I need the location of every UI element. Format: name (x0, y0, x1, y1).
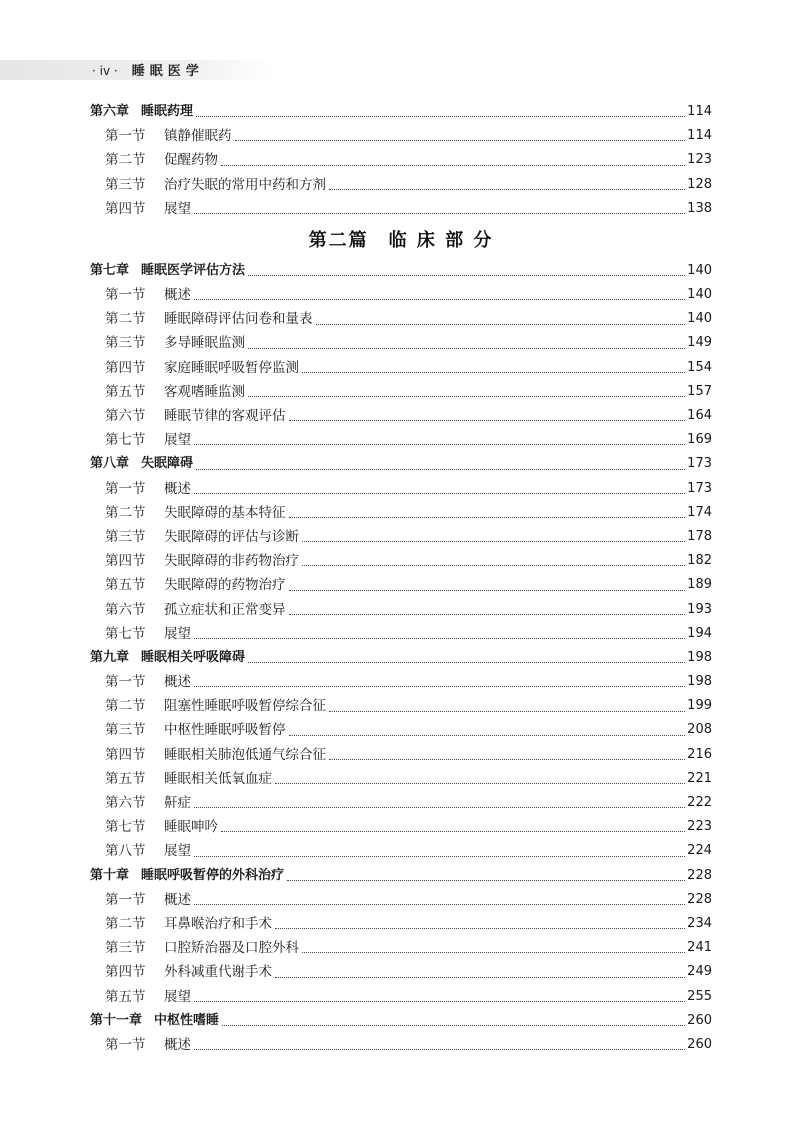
page-ref: 154 (687, 359, 712, 375)
toc-section-entry[interactable] (90, 307, 712, 331)
toc-section-entry[interactable] (90, 622, 712, 646)
page-ref: 140 (687, 287, 712, 303)
page-ref: 228 (687, 891, 712, 907)
section-title: 口腔矫治器及口腔外科 (164, 940, 299, 957)
section-title: 展望 (164, 432, 191, 449)
page-ref: 169 (687, 432, 712, 448)
toc-section-entry[interactable] (90, 477, 712, 501)
page-number: · iv · (92, 64, 118, 78)
toc-section-entry[interactable] (90, 839, 712, 863)
page-ref: 128 (687, 176, 712, 192)
dot-leader (275, 783, 685, 784)
section-number: 第二节 (105, 311, 146, 328)
section-title: 治疗失眠的常用中药和方剂 (164, 176, 326, 193)
section-number: 第四节 (105, 964, 146, 981)
toc-chapter-entry[interactable] (90, 100, 712, 124)
page-ref: 199 (687, 698, 712, 714)
dot-leader (248, 396, 685, 397)
page-ref: 149 (687, 335, 712, 351)
dot-leader (194, 856, 685, 857)
dot-leader (194, 686, 685, 687)
part-title: 第二篇 临 床 部 分 (308, 229, 494, 251)
section-number: 第一节 (105, 891, 146, 908)
page-ref: 193 (687, 601, 712, 617)
toc-section-entry[interactable] (90, 549, 712, 573)
dot-leader (329, 711, 685, 712)
table-of-contents (90, 100, 712, 1057)
section-title: 睡眠相关低氧血症 (164, 770, 272, 787)
chapter-number: 第十一章 (90, 1012, 143, 1028)
toc-chapter-entry[interactable] (90, 646, 712, 670)
page-ref: 260 (687, 1012, 712, 1028)
section-title: 概述 (164, 1036, 191, 1053)
section-title: 展望 (164, 625, 191, 642)
dot-leader (316, 324, 686, 325)
page-ref: 241 (687, 940, 712, 956)
section-title: 多导睡眠监测 (164, 335, 245, 352)
page-ref: 228 (687, 867, 712, 883)
toc-section-entry[interactable] (90, 148, 712, 172)
section-number: 第五节 (105, 577, 146, 594)
section-title: 家庭睡眠呼吸暂停监测 (164, 359, 299, 376)
section-title: 耳鼻喉治疗和手术 (164, 915, 272, 932)
section-title: 概述 (164, 674, 191, 691)
chapter-title: 睡眠医学评估方法 (141, 262, 246, 278)
toc-section-entry[interactable] (90, 525, 712, 549)
toc-section-entry[interactable] (90, 767, 712, 791)
chapter-title: 睡眠药理 (141, 103, 194, 119)
dot-leader (329, 759, 685, 760)
dot-leader (302, 372, 685, 373)
section-title: 概述 (164, 891, 191, 908)
page-ref: 260 (687, 1036, 712, 1052)
section-title: 概述 (164, 287, 191, 304)
chapter-number: 第十章 (90, 867, 130, 883)
section-number: 第一节 (105, 128, 146, 145)
chapter-number: 第八章 (90, 456, 130, 472)
section-number: 第二节 (105, 152, 146, 169)
dot-leader (289, 517, 686, 518)
page-ref: 224 (687, 843, 712, 859)
toc-section-entry[interactable] (90, 936, 712, 960)
chapter-title: 中枢性嗜睡 (154, 1012, 220, 1028)
page-ref: 208 (687, 722, 712, 738)
section-number: 第四节 (105, 746, 146, 763)
dot-leader (194, 1001, 685, 1002)
dot-leader (302, 952, 685, 953)
dot-leader (235, 140, 686, 141)
dot-leader (329, 189, 685, 190)
dot-leader (248, 662, 685, 663)
section-number: 第二节 (105, 504, 146, 521)
toc-chapter-entry[interactable] (90, 259, 712, 283)
page-ref: 249 (687, 964, 712, 980)
page-ref: 138 (687, 200, 712, 216)
section-title: 镇静催眠药 (164, 128, 232, 145)
section-title: 睡眠节律的客观评估 (164, 408, 286, 425)
page-ref: 164 (687, 408, 712, 424)
page-ref: 189 (687, 577, 712, 593)
section-title: 失眠障碍的评估与诊断 (164, 528, 299, 545)
dot-leader (194, 444, 685, 445)
page-ref: 221 (687, 770, 712, 786)
page-ref: 182 (687, 553, 712, 569)
chapter-title: 睡眠相关呼吸障碍 (141, 649, 246, 665)
toc-section-entry[interactable] (90, 598, 712, 622)
toc-chapter-entry[interactable] (90, 864, 712, 888)
section-title: 睡眠障碍评估问卷和量表 (164, 311, 313, 328)
chapter-title: 失眠障碍 (141, 456, 194, 472)
page-ref: 198 (687, 649, 712, 665)
section-number: 第二节 (105, 698, 146, 715)
section-number: 第七节 (105, 819, 146, 836)
toc-section-entry[interactable] (90, 173, 712, 197)
section-title: 中枢性睡眠呼吸暂停 (164, 722, 286, 739)
toc-section-entry[interactable] (90, 670, 712, 694)
page-ref: 173 (687, 480, 712, 496)
section-number: 第五节 (105, 988, 146, 1005)
section-number: 第五节 (105, 770, 146, 787)
dot-leader (194, 213, 685, 214)
section-number: 第一节 (105, 287, 146, 304)
page-ref: 234 (687, 915, 712, 931)
section-number: 第六节 (105, 795, 146, 812)
page-ref: 157 (687, 383, 712, 399)
section-number: 第三节 (105, 335, 146, 352)
chapter-title: 睡眠呼吸暂停的外科治疗 (141, 867, 285, 883)
section-number: 第三节 (105, 722, 146, 739)
page-ref: 174 (687, 504, 712, 520)
section-number: 第五节 (105, 383, 146, 400)
dot-leader (196, 116, 685, 117)
section-title: 鼾症 (164, 795, 191, 812)
toc-chapter-entry[interactable] (90, 452, 712, 476)
toc-section-entry[interactable] (90, 380, 712, 404)
dot-leader (248, 348, 685, 349)
page-ref: 198 (687, 674, 712, 690)
section-number: 第三节 (105, 176, 146, 193)
toc-section-entry[interactable] (90, 719, 712, 743)
toc-section-entry[interactable] (90, 815, 712, 839)
toc-section-entry[interactable] (90, 332, 712, 356)
section-number: 第七节 (105, 625, 146, 642)
toc-section-entry[interactable] (90, 283, 712, 307)
section-number: 第一节 (105, 480, 146, 497)
dot-leader (289, 420, 686, 421)
dot-leader (196, 469, 685, 470)
page-ref: 140 (687, 262, 712, 278)
section-title: 睡眠相关肺泡低通气综合征 (164, 746, 326, 763)
toc-section-entry[interactable] (90, 197, 712, 221)
toc-section-entry[interactable] (90, 888, 712, 912)
section-number: 第七节 (105, 432, 146, 449)
section-number: 第四节 (105, 359, 146, 376)
page-ref: 140 (687, 311, 712, 327)
page-ref: 114 (687, 128, 712, 144)
toc-section-entry[interactable] (90, 356, 712, 380)
toc-section-entry[interactable] (90, 743, 712, 767)
section-title: 失眠障碍的基本特征 (164, 504, 286, 521)
toc-section-entry[interactable] (90, 404, 712, 428)
section-title: 外科减重代谢手术 (164, 964, 272, 981)
section-title: 睡眠呻吟 (164, 819, 218, 836)
dot-leader (302, 541, 685, 542)
section-number: 第三节 (105, 940, 146, 957)
dot-leader (289, 590, 686, 591)
toc-section-entry[interactable] (90, 694, 712, 718)
toc-chapter-entry[interactable] (90, 1009, 712, 1033)
section-number: 第四节 (105, 200, 146, 217)
dot-leader (194, 493, 685, 494)
toc-section-entry[interactable] (90, 912, 712, 936)
dot-leader (221, 165, 685, 166)
page-ref: 223 (687, 819, 712, 835)
dot-leader (289, 735, 686, 736)
page-ref: 222 (687, 795, 712, 811)
dot-leader (194, 904, 685, 905)
dot-leader (221, 831, 685, 832)
dot-leader (275, 928, 685, 929)
section-number: 第一节 (105, 1036, 146, 1053)
section-title: 展望 (164, 200, 191, 217)
section-number: 第三节 (105, 528, 146, 545)
dot-leader (222, 1025, 685, 1026)
book-title: 睡眠医学 (131, 64, 204, 79)
chapter-number: 第七章 (90, 262, 130, 278)
chapter-number: 第九章 (90, 649, 130, 665)
toc-section-entry[interactable] (90, 501, 712, 525)
toc-section-entry[interactable] (90, 791, 712, 815)
section-title: 客观嗜睡监测 (164, 383, 245, 400)
section-title: 孤立症状和正常变异 (164, 601, 286, 618)
running-header (92, 62, 204, 80)
section-title: 展望 (164, 843, 191, 860)
page-ref: 114 (687, 103, 712, 119)
section-title: 促醒药物 (164, 152, 218, 169)
section-number: 第六节 (105, 601, 146, 618)
toc-section-entry[interactable] (90, 1033, 712, 1057)
section-number: 第一节 (105, 674, 146, 691)
dot-leader (194, 638, 685, 639)
section-number: 第四节 (105, 553, 146, 570)
page-ref: 194 (687, 625, 712, 641)
dot-leader (194, 807, 685, 808)
dot-leader (194, 1049, 685, 1050)
toc-section-entry[interactable] (90, 124, 712, 148)
section-number: 第八节 (105, 843, 146, 860)
toc-section-entry[interactable] (90, 985, 712, 1009)
section-number: 第六节 (105, 408, 146, 425)
toc-section-entry[interactable] (90, 960, 712, 984)
dot-leader (248, 275, 685, 276)
section-title: 概述 (164, 480, 191, 497)
section-title: 失眠障碍的非药物治疗 (164, 553, 299, 570)
dot-leader (275, 977, 685, 978)
page-ref: 216 (687, 746, 712, 762)
dot-leader (302, 565, 685, 566)
dot-leader (194, 299, 685, 300)
toc-section-entry[interactable] (90, 428, 712, 452)
page-ref: 123 (687, 152, 712, 168)
section-title: 阻塞性睡眠呼吸暂停综合征 (164, 698, 326, 715)
dot-leader (287, 880, 685, 881)
section-title: 展望 (164, 988, 191, 1005)
page-ref: 173 (687, 456, 712, 472)
dot-leader (289, 614, 686, 615)
toc-section-entry[interactable] (90, 573, 712, 597)
section-title: 失眠障碍的药物治疗 (164, 577, 286, 594)
chapter-number: 第六章 (90, 103, 130, 119)
section-number: 第二节 (105, 915, 146, 932)
page-ref: 178 (687, 528, 712, 544)
page-ref: 255 (687, 988, 712, 1004)
